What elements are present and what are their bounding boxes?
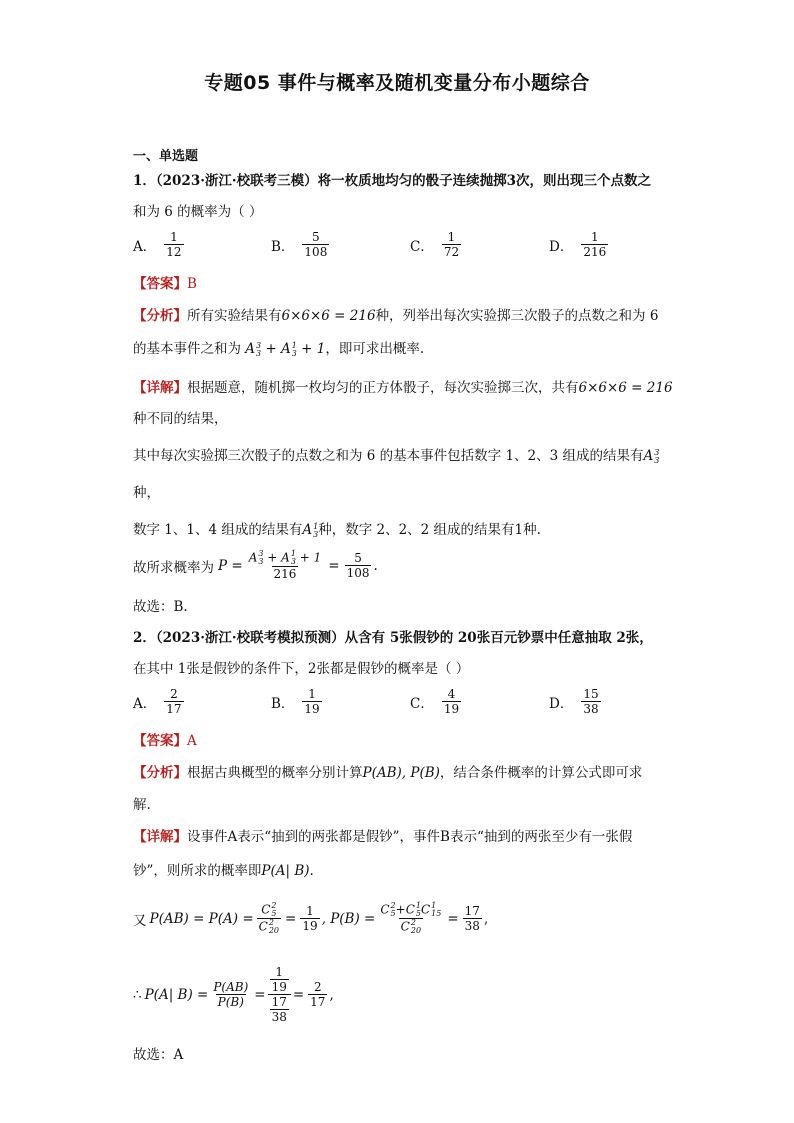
- q2-option-b: B． $\frac{1}{19}$: [271, 687, 320, 716]
- q1-stem-line1: 1．（2023·浙江·校联考三模）将一枚质地均匀的骰子连续抛掷3次，则出现三个点数之: [133, 173, 652, 189]
- q1-detail-line1: 【详解】根据题意，随机掷一枚均匀的正方体骰子，每次实验掷三次，共有6×6×6 = 216: [133, 380, 673, 396]
- q1-detail-line5: 数字 1、1、4 组成的结果有A 1 3 种，数字 2、2、2 组成的结果有1种.: [133, 521, 541, 539]
- q2-detail-line2: 钞”，则所求的概率即P(A| B).: [133, 863, 314, 879]
- q1-stem-line2: 和为 6 的概率为（ ）: [133, 204, 263, 220]
- q1-option-c: C． $\frac{1}{72}$: [410, 230, 460, 259]
- q2-stem-line1: 2．（2023·浙江·校联考模拟预测）从含有 5张假钞的 20张百元钞票中任意抽取 2张，: [133, 630, 653, 646]
- document-title: 专题05 事件与概率及随机变量分布小题综合: [204, 72, 590, 94]
- q2-stem-line2: 在其中 1张是假钞的条件下，2张都是假钞的概率是（ ）: [133, 661, 470, 677]
- q2-detail-line1: 【详解】设事件A表示“抽到的两张都是假钞”，事件B表示“抽到的两张至少有一张假: [133, 829, 633, 845]
- q1-choose: 故选：B.: [133, 599, 188, 615]
- q2-option-d: D． $\frac{15}{38}$: [549, 687, 599, 716]
- q2-analysis-line2: 解.: [133, 797, 151, 813]
- q1-option-a: A． $\frac{1}{12}$: [133, 230, 182, 259]
- q1-analysis-line2: 的基本事件之和为 A 3 3 + A 1 3 + 1，即可求出概率.: [133, 340, 425, 358]
- q1-detail-line2: 种不同的结果，: [133, 411, 228, 427]
- compound-fraction: $\frac{1}{19}$ $\frac{17}{38}$: [268, 965, 291, 1024]
- q2-options: [133, 687, 693, 727]
- q1-detail-line6: 故所求概率为 P = A 3 3 + A 1 3 + 1 216 = $\frac{5}{108}$ .: [133, 549, 378, 581]
- q1-detail-line3: 其中每次实验掷三次骰子的点数之和为 6 的基本事件包括数字 1、2、3 组成的结果有A 3 3: [133, 447, 660, 465]
- section-heading: 一、单选题: [133, 149, 199, 164]
- q1-options: [133, 230, 693, 270]
- q1-detail-line4: 种，: [133, 485, 160, 501]
- q2-detail-line4: ∴ P(A| B) = $\frac{P(AB)}{P(B)}$ = $\frac{1}{19}$ $\frac{17}{38}$ = $\frac{2}{17}$ ,: [133, 965, 334, 1024]
- q2-option-a: A． $\frac{2}{17}$: [133, 687, 182, 716]
- q1-analysis-line1: 【分析】所有实验结果有6×6×6 = 216种，列举出每次实验掷三次骰子的点数之和为 6: [133, 308, 659, 324]
- q2-detail-line3: 又 P(AB) = P(A) = C 2 5 C 2 20 = $\frac{1}{19}$ , P(B) = C 2 5 +C 1 5 C 1 15 C 2 20 = $\frac{17}{38}$ ,: [133, 901, 489, 935]
- q2-option-c: C． $\frac{4}{19}$: [410, 687, 460, 716]
- q2-choose: 故选：A: [133, 1047, 184, 1063]
- q1-option-d: D． $\frac{1}{216}$: [549, 230, 607, 259]
- q2-answer: 【答案】A: [133, 733, 197, 749]
- q1-answer: 【答案】B: [133, 276, 197, 292]
- q1-option-b: B． $\frac{5}{108}$: [271, 230, 328, 259]
- q2-analysis-line1: 【分析】根据古典概型的概率分别计算P(AB), P(B)，结合条件概率的计算公式即可求: [133, 765, 643, 781]
